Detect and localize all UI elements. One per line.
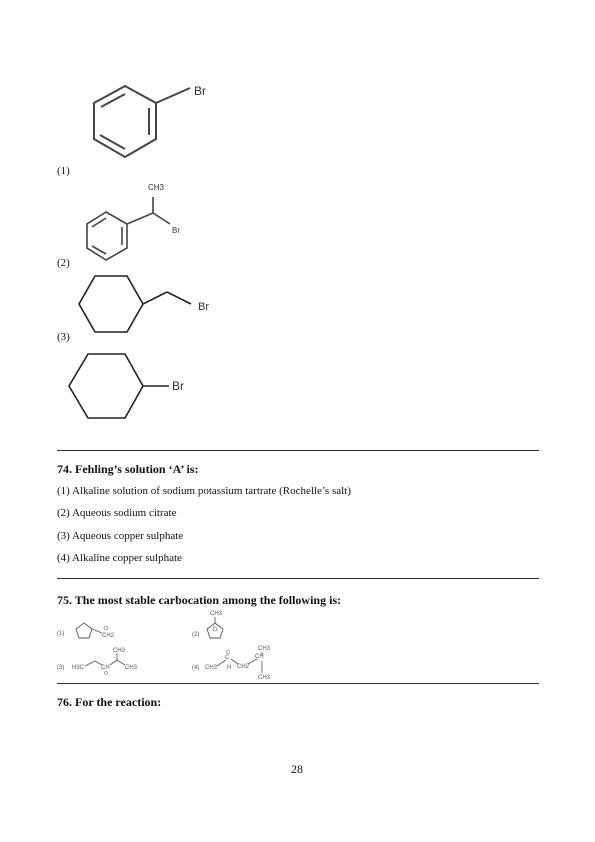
q75-option-2-group: CH3 — [210, 611, 223, 617]
q75-option-4-ch: CH — [255, 654, 264, 660]
q74-option-4: (4) Alkaline copper sulphate — [57, 552, 182, 564]
q75-option-4-h: H — [227, 665, 232, 671]
q75-option-2-structure — [192, 609, 252, 649]
q76-title: 76. For the reaction: — [57, 695, 162, 709]
option-3-number: (3) — [57, 331, 70, 343]
q75-option-3-h3c: H3C — [72, 665, 85, 671]
option-2-br-label: Br — [172, 226, 180, 235]
q75-option-4-ch3-bottom: CH3 — [258, 675, 271, 681]
option-4-br-label: Br — [172, 379, 184, 393]
bromomethylcyclohexane-structure — [75, 272, 215, 337]
option-2-number: (2) — [57, 257, 70, 269]
q74-option-3: (3) Aqueous copper sulphate — [57, 530, 184, 542]
option-2-ch3-label: CH3 — [148, 183, 165, 192]
q75-option-3-ch: CH — [101, 665, 110, 671]
page-number: 28 — [291, 762, 303, 776]
divider-1 — [57, 450, 539, 451]
q75-option-4-ch3-left: CH3 — [205, 665, 218, 671]
q75-option-1-group: CH2 — [102, 633, 115, 639]
q75-option-4-c: C — [225, 655, 230, 661]
q74-option-2: (2) Aqueous sodium citrate — [57, 507, 177, 519]
q75-option-4-structure — [192, 645, 292, 685]
q75-option-3-ch3-right: CH3 — [125, 665, 138, 671]
divider-3 — [57, 683, 539, 684]
q75-option-2-number: (2) — [192, 632, 200, 638]
divider-2 — [57, 578, 539, 579]
bromocyclohexane-structure — [65, 352, 185, 422]
option-1-number: (1) — [57, 165, 70, 177]
option-1-br-label: Br — [194, 84, 206, 98]
q75-option-3-number: (3) — [57, 665, 65, 671]
q75-option-3-structure — [55, 646, 165, 676]
q75-option-3-ch3-top: CH3 — [113, 648, 126, 654]
option-3-br-label: Br — [198, 301, 209, 313]
q75-title: 75. The most stable carbocation among the following is: — [57, 593, 342, 607]
q75-option-4-ch2: CH2 — [237, 664, 250, 670]
q75-option-4-ch3-top: CH3 — [258, 646, 271, 652]
q74-option-1: (1) Alkaline solution of sodium potassium tartrate (Rochelle’s salt) — [57, 485, 351, 497]
q75-option-1-number: (1) — [57, 631, 65, 637]
q75-option-4-number: (4) — [192, 665, 200, 671]
q74-title: 74. Fehling’s solution ‘A’ is: — [57, 462, 199, 476]
